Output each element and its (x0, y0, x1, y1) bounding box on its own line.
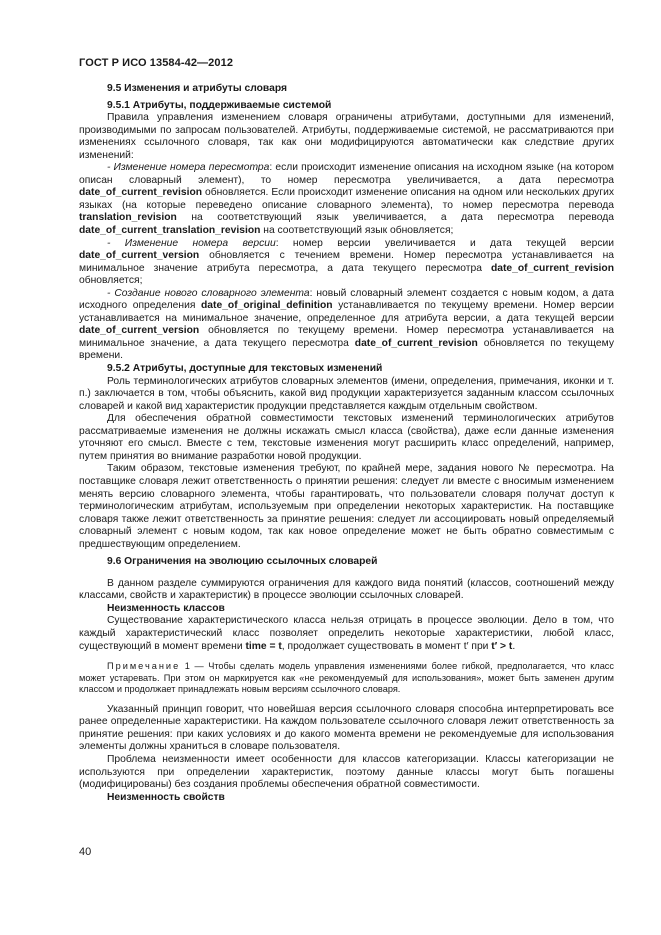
paragraph: Правила управления изменением словаря ограничены атрибутами, доступными для изменений, производимыми по запросам пользователей. Атрибуты, поддерживаемые системой, не рассматриваются при изменениях ссылочного словаря, так как они модифицируются автоматически как следствие других изменений: (79, 112, 614, 161)
section-heading-9-5: 9.5 Изменения и атрибуты словаря (107, 83, 288, 94)
paragraph-class-immutability: Существование характеристического класса нельзя отрицать в процессе эволюции. Дело в том, что каждый характеристический класс позволяет определить некоторые характеристики, любой класс, существующий в момент времени time = t, продолжает существовать в момент t′ при t′ > t. (79, 615, 614, 652)
running-header: ГОСТ Р ИСО 13584-42—2012 (79, 57, 234, 69)
paragraph: Роль терминологических атрибутов словарных элементов (имени, определения, примечания, иконки и т. п.) заключается в том, чтобы объяснить, какой вид продукции характеризуется заданным классом ссылочных словарей и какой вид характеристик продукции представляется каждым отдельным свойством. (79, 375, 614, 412)
subheading-properties: Неизменность свойств (107, 791, 225, 803)
paragraph: Для обеспечения обратной совместимости текстовых изменений терминологических атрибутов рассматриваемые изменения не должны искажать смысл класса (свойства), даже если данные изменения уточняют его смысл. Вместе с тем, текстовые изменения могут расширить класс определений, например, путем принятия во внимание разработки новой продукции. (79, 413, 614, 462)
subheading-classes: Неизменность классов (107, 602, 225, 614)
section-heading-9-5-2: 9.5.2 Атрибуты, доступные для текстовых изменений (107, 363, 383, 375)
paragraph: В данном разделе суммируются ограничения для каждого вида понятий (классов, соотношений между классами, свойств и характеристик) в процессе эволюции ссылочных словарей. (79, 577, 614, 602)
section-heading-9-6: 9.6 Ограничения на эволюцию ссылочных словарей (107, 556, 378, 568)
paragraph-revision-change: - Изменение номера пересмотра: если происходит изменение описания на исходном языке (на котором описан словарный элемент), то номер пересмотра увеличивается, а дата пересмотра date_of_current_revision обновляется. Если происходит изменение описания на одном или нескольких других языках (на которые переведено описание словарного элемента), то номер пересмотра перевода translation_revision на соответствующий язык увеличивается, а дата пересмотра перевода date_of_current_translation_revision на соответствующий язык обновляется; (79, 162, 614, 237)
paragraph-version-change: - Изменение номера версии: номер версии увеличивается и дата текущей версии date_of_current_version обновляется с течением времени. Номер пересмотра устанавливается на минимальное значение атрибута пересмотра, а дата текущего пересмотра date_of_current_revision обновляется; (79, 237, 615, 287)
page-body (79, 83, 614, 804)
paragraph: Указанный принцип говорит, что новейшая версия ссылочного словаря способна интерпретировать все ранее определенные характеристики. На каждом пользователе ссылочного словаря лежит ответственность за принятие решения: при каких условиях и до какого момента времени не рекомендуемые для использования элементы должны храниться в словаре пользователя. (79, 703, 614, 753)
note: Примечание 1 — Чтобы сделать модель управления изменениями более гибкой, предполагается, что класс может устаревать. При этом он маркируется как «не рекомендуемый для использования», может быть заменен другим классом и продолжает принадлежать новым версиям ссылочного словаря. (79, 661, 614, 695)
paragraph: Таким образом, текстовые изменения требуют, по крайней мере, задания нового № пересмотра. На поставщике словаря лежит ответственность о принятии решения: следует ли вместе с вносимым изменением менять версию словарного элемента, чтобы гарантировать, что пользователи словаря получат доступ к терминологическим атрибутам, используемым при определении некоторых характеристик. На поставщике словаря также лежит ответственность за принятие решения: следует ли ассоциировать новый определяемый словарный элемент с новым кодом, так как новое определение может не быть обратно совместимым с предшествующим определением. (79, 463, 614, 550)
note-label: Примечание (107, 661, 181, 672)
paragraph: Проблема неизменности имеет особенности для классов категоризации. Классы категоризации не используются при определении характеристик, поэтому данные классы могут быть погашены (модифицированы) без создания проблемы обеспечения обратной совместимости. (79, 754, 614, 791)
page-number: 40 (79, 846, 92, 858)
section-heading-9-5-1: 9.5.1 Атрибуты, поддерживаемые системой (107, 99, 332, 111)
paragraph-new-element: - Создание нового словарного элемента: новый словарный элемент создается с новым кодом, а дата исходного определения date_of_original_definition устанавливается по текущему времени. Номер версии устанавливается на минимальное значение, определенное для атрибута версии, а дата текущей версии date_of_current_version обновляется по текущему времени. Номер пересмотра устанавливается на минимальное значение, а дата текущего пересмотра date_of_current_revision обновляется по текущему времени. (79, 287, 614, 362)
